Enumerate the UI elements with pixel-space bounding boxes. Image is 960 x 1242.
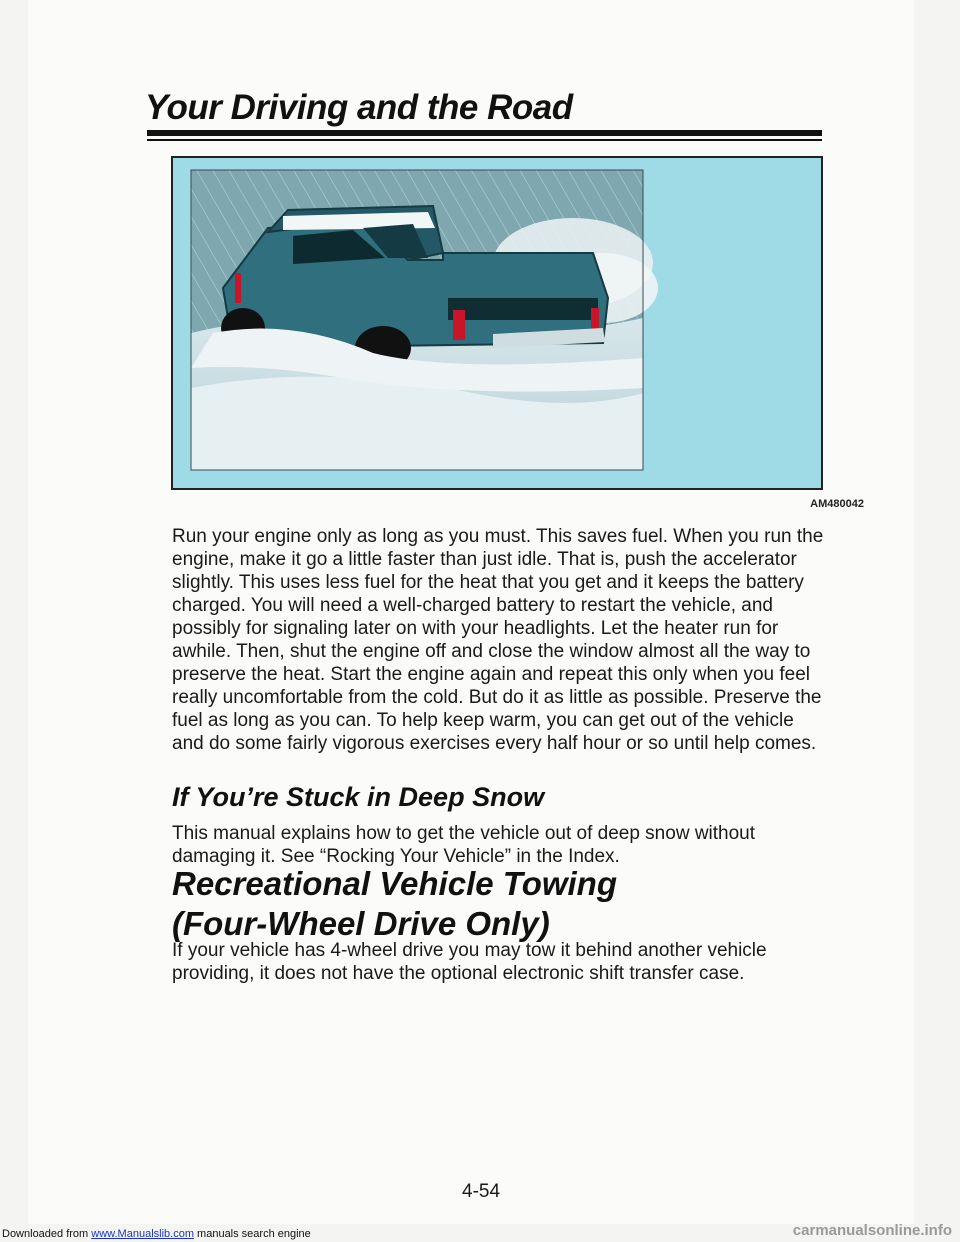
towing-paragraph: If your vehicle has 4-wheel drive you may tow it behind another vehicle providing, it does not have the optional electronic shift transfer case. — [172, 940, 767, 984]
heading-deep-snow: If You’re Stuck in Deep Snow — [172, 782, 545, 812]
section-title: Your Driving and the Road — [145, 88, 573, 127]
footer-prefix: Downloaded from — [2, 1228, 89, 1240]
figure-id: AM480042 — [810, 498, 864, 510]
heading-rv-towing — [172, 864, 617, 944]
download-footer — [2, 1228, 311, 1240]
manualslib-link[interactable]: www.Manualslib.com — [91, 1228, 194, 1240]
watermark: carmanualsonline.info — [792, 1222, 952, 1239]
deep-snow-paragraph: This manual explains how to get the vehicle out of deep snow without damaging it. See “Rocking Your Vehicle” in the Index. — [172, 823, 756, 867]
engine-paragraph: Run your engine only as long as you must. This saves fuel. When you run the engine, make it go a little faster than just idle. That is, push the accelerator slightly. This uses less fuel for the heat that you get and it keeps the battery charged. You will need a well-charged battery to restart the vehicle, and possibly for signaling later on with your headlights. Let the heater run for awhile. Then, shut the engine off and close the window almost all the way to preserve the heat. Start the engine again and repeat this only when you feel really uncomfortable from the cold. But do it as little as possible. Preserve the fuel as long as you can. To help keep warm, you can get out of the vehicle and do some fairly vigorous exercises every half hour or so until help comes. — [172, 526, 824, 754]
truck-snow-illustration — [173, 158, 821, 488]
heading-rv-towing-line2: (Four-Wheel Drive Only) — [172, 905, 550, 942]
header-rule-thin — [147, 139, 822, 141]
footer-suffix: manuals search engine — [197, 1228, 311, 1240]
illustration-truck-in-snow — [171, 156, 823, 490]
heading-rv-towing-line1: Recreational Vehicle Towing — [172, 865, 618, 902]
page-number: 4-54 — [462, 1181, 501, 1202]
header-rule — [147, 130, 822, 136]
